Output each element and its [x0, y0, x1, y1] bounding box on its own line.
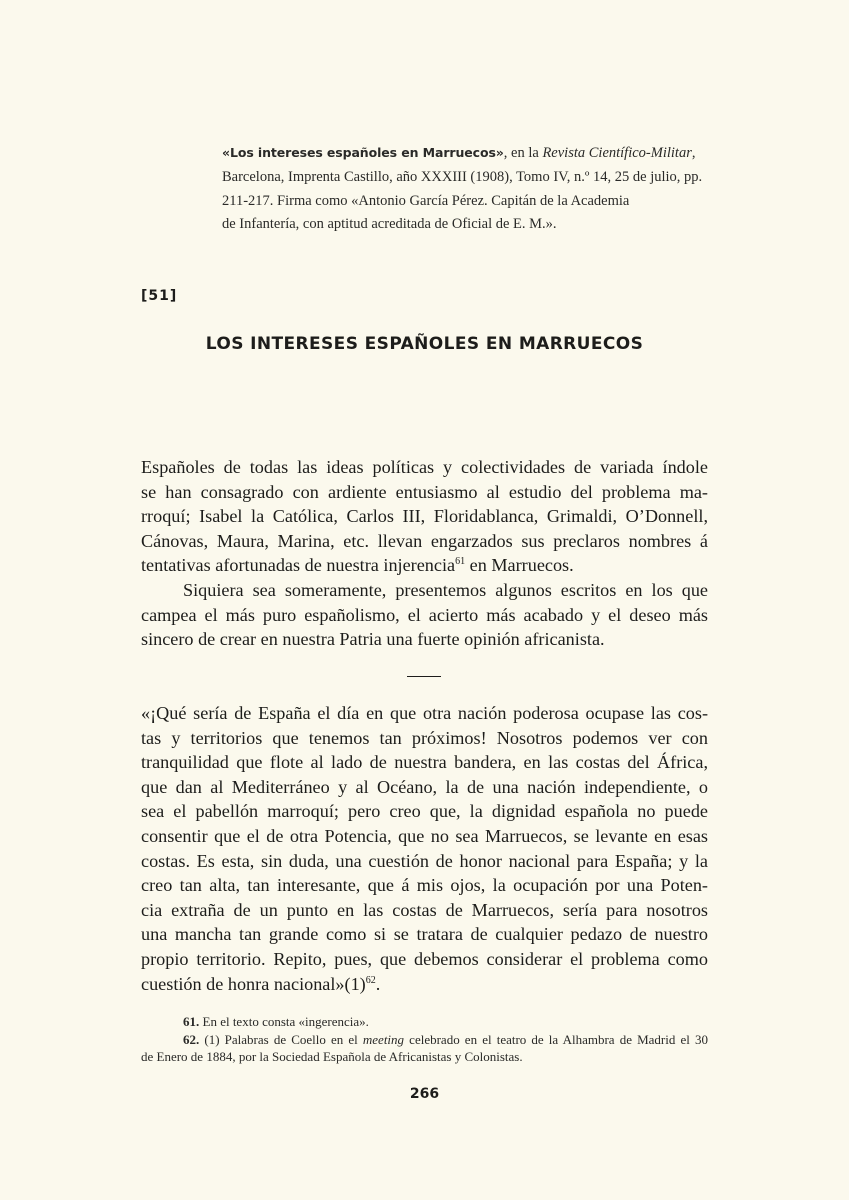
intro-paragraph [141, 455, 708, 652]
source-line-1 [222, 141, 696, 166]
footnote-text: celebrado en el teatro de la Alhambra de Madrid el 30 [404, 1031, 708, 1047]
footnote-61 [141, 1013, 708, 1031]
source-text: , [691, 145, 696, 161]
text-line: sincero de crear en nuestra Patria una fuerte opinión africanista. [141, 629, 605, 650]
article-title: «Los intereses españoles en Marruecos» [222, 145, 504, 160]
footnote-number: 61. [183, 1014, 200, 1029]
section-divider [407, 676, 441, 677]
source-text: , en la [503, 145, 543, 161]
footnote-62 [141, 1031, 708, 1049]
footnote-text: (1) Palabras de Coello en el [199, 1031, 363, 1047]
text-line: campea el más puro españolismo, el acierto más acabado y el deseo más [141, 604, 708, 625]
text-line: se han consagrado con ardiente entusiasmo al estudio del problema ma- [141, 481, 708, 502]
text-line: propio territorio. Repito, pues, que debemos considerar el problema como [141, 948, 708, 969]
text-line [141, 553, 708, 578]
text-run: . [375, 973, 381, 994]
text-line: consentir que el de otra Potencia, que no sea Marruecos, se levante en esas [141, 825, 708, 846]
text-line: sea el pabellón marroquí; pero creo que, la dignidad española no puede [141, 801, 708, 822]
chapter-title: LOS INTERESES ESPAÑOLES EN MARRUECOS [205, 334, 644, 354]
text-line: rroquí; Isabel la Católica, Carlos III, Floridablanca, Grimaldi, O’Donnell, [141, 506, 708, 527]
text-line: que dan al Mediterráneo y al Océano, la de una nación independiente, o [141, 776, 708, 797]
text-line [141, 972, 708, 997]
source-line-2: Barcelona, Imprenta Castillo, año XXXIII (1908), Tomo IV, n.º 14, 25 de julio, pp. [222, 168, 703, 185]
text-run: en Marruecos. [465, 555, 574, 576]
text-line: Siquiera sea someramente, presentemos algunos escritos en los que [183, 579, 708, 600]
text-run: tentativas afortunadas de nuestra injerencia [141, 555, 456, 576]
page-number: 266 [409, 1086, 440, 1102]
text-line: Españoles de todas las ideas políticas y colectividades de variada índole [141, 457, 708, 477]
footnote-ref-61: 61 [455, 556, 466, 568]
page-reference: [51] [141, 288, 178, 304]
text-line: «¡Qué sería de España el día en que otra nación poderosa ocupase las cos- [141, 703, 708, 723]
text-run: cuestión de honra nacional»(1) [141, 973, 366, 994]
text-line: tas y territorios que tenemos tan próximos! Nosotros podemos ver con [141, 727, 708, 748]
text-line: creo tan alta, tan interesante, que á mis ojos, la ocupación por una Poten- [141, 875, 708, 896]
journal-name: Revista Científico-Militar [542, 145, 692, 161]
text-line: costas. Es esta, sin duda, una cuestión de honor nacional para España; y la [141, 850, 708, 871]
source-line-3: 211-217. Firma como «Antonio García Pérez. Capitán de la Academia [222, 192, 630, 209]
text-line: una mancha tan grande como si se tratara de cualquier pedazo de nuestro [141, 924, 708, 945]
footnotes [141, 1013, 708, 1066]
quote-paragraph [141, 701, 708, 996]
footnote-ref-62: 62 [365, 974, 376, 986]
footnote-number: 62. [183, 1031, 200, 1047]
footnote-text: En el texto consta «ingerencia». [199, 1014, 369, 1029]
footnote-italic: meeting [362, 1031, 405, 1047]
source-note [222, 141, 703, 237]
text-line: tranquilidad que flote al lado de nuestra bandera, en las costas del África, [141, 752, 708, 773]
source-line-4: de Infantería, con aptitud acreditada de Oficial de E. M.». [222, 216, 557, 233]
footnote-62-line-2: de Enero de 1884, por la Sociedad Española de Africanistas y Colonistas. [141, 1049, 523, 1064]
text-line: Cánovas, Maura, Marina, etc. llevan engarzados sus preclaros nombres á [141, 530, 708, 551]
text-line: cia extraña de un punto en las costas de Marruecos, sería para nosotros [141, 899, 708, 920]
